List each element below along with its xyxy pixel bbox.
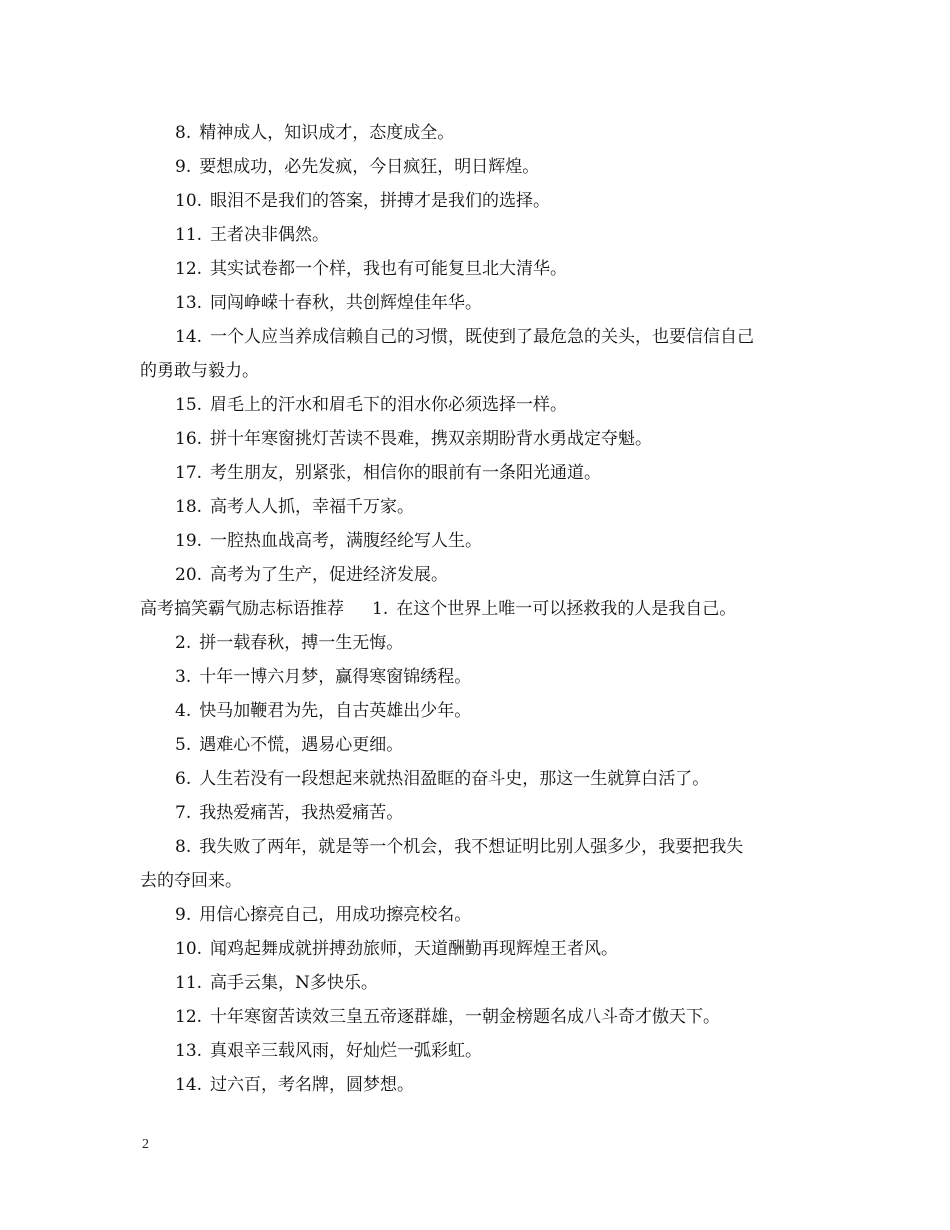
item-text: 在这个世界上唯一可以拯救我的人是我自己。 [396, 599, 737, 619]
list-item [140, 252, 830, 286]
item-number: 6. [175, 769, 192, 789]
list-item [140, 1034, 830, 1068]
item-number: 9. [175, 157, 192, 177]
list-item [140, 1000, 830, 1034]
item-text: 要想成功，必先发疯，今日疯狂，明日辉煌。 [199, 157, 540, 177]
list-item [140, 218, 830, 252]
item-number: 10. [175, 939, 203, 959]
item-number: 12. [175, 259, 203, 279]
section-heading: 高考搞笑霸气励志标语推荐 [140, 599, 344, 619]
list-item [140, 116, 830, 150]
item-text: 闻鸡起舞成就拼搏劲旅师，天道酬勤再现辉煌王者风。 [210, 939, 619, 959]
item-number: 11. [175, 973, 203, 993]
list-item [140, 898, 830, 932]
item-number: 12. [175, 1007, 203, 1027]
item-number: 8. [175, 123, 192, 143]
list-item [140, 320, 830, 354]
item-text: 真艰辛三载风雨，好灿烂一弧彩虹。 [210, 1041, 483, 1061]
list-item-continuation: 去的夺回来。 [140, 871, 242, 891]
list-item [140, 728, 830, 762]
item-text: 同闯峥嵘十春秋，共创辉煌佳年华。 [210, 293, 483, 313]
item-text: 一腔热血战高考，满腹经纶写人生。 [210, 531, 483, 551]
item-text: 快马加鞭君为先，自古英雄出少年。 [199, 701, 472, 721]
list-item [140, 626, 830, 660]
item-text: 十年一博六月梦，赢得寒窗锦绣程。 [199, 667, 472, 687]
item-number: 14. [175, 327, 203, 347]
item-text: 用信心擦亮自己，用成功擦亮校名。 [199, 905, 472, 925]
item-text: 高考为了生产，促进经济发展。 [210, 565, 449, 585]
item-number: 10. [175, 191, 203, 211]
item-number: 17. [175, 463, 203, 483]
item-text: 拼一载春秋，搏一生无悔。 [199, 633, 404, 653]
page-number: 2 [142, 1137, 149, 1152]
item-text: 眉毛上的汗水和眉毛下的泪水你必须选择一样。 [210, 395, 568, 415]
list-item [140, 456, 830, 490]
list-item [140, 1068, 830, 1102]
list-item [140, 558, 830, 592]
item-number: 7. [175, 803, 192, 823]
section-heading-line [140, 592, 830, 626]
list-item [140, 150, 830, 184]
list-item [140, 966, 830, 1000]
item-number: 13. [175, 293, 203, 313]
item-text: 其实试卷都一个样，我也有可能复旦北大清华。 [210, 259, 568, 279]
item-text: 考生朋友，别紧张，相信你的眼前有一条阳光通道。 [210, 463, 602, 483]
list-item [140, 184, 830, 218]
list-item [140, 490, 830, 524]
list-item-continuation: 的勇敢与毅力。 [140, 361, 259, 381]
item-number: 8. [175, 837, 192, 857]
item-number: 16. [175, 429, 203, 449]
item-number: 18. [175, 497, 203, 517]
item-text: 拼十年寒窗挑灯苦读不畏难，携双亲期盼背水勇战定夺魁。 [210, 429, 653, 449]
item-text: 遇难心不慌，遇易心更细。 [199, 735, 404, 755]
item-number: 13. [175, 1041, 203, 1061]
item-text: 我热爱痛苦，我热爱痛苦。 [199, 803, 404, 823]
item-text: 过六百，考名牌，圆梦想。 [210, 1075, 415, 1095]
page-content [140, 116, 830, 1102]
list-item [140, 830, 830, 864]
item-number: 20. [175, 565, 203, 585]
item-number: 5. [175, 735, 192, 755]
list-item [140, 422, 830, 456]
item-number: 11. [175, 225, 203, 245]
item-text: 我失败了两年，就是等一个机会，我不想证明比别人强多少，我要把我失 [199, 837, 744, 857]
list-item [140, 286, 830, 320]
list-item [140, 388, 830, 422]
item-text: 人生若没有一段想起来就热泪盈眶的奋斗史，那这一生就算白活了。 [199, 769, 710, 789]
list-item [140, 762, 830, 796]
item-number: 2. [175, 633, 192, 653]
item-text: 精神成人，知识成才，态度成全。 [199, 123, 455, 143]
list-item [140, 524, 830, 558]
item-text: 高考人人抓，幸福千万家。 [210, 497, 415, 517]
item-number: 3. [175, 667, 192, 687]
item-text: 王者决非偶然。 [210, 225, 330, 245]
item-text: 眼泪不是我们的答案，拼搏才是我们的选择。 [210, 191, 551, 211]
item-number: 14. [175, 1075, 203, 1095]
item-text: 高手云集，N多快乐。 [210, 973, 378, 993]
item-number: 15. [175, 395, 203, 415]
list-item [140, 796, 830, 830]
list-item [140, 694, 830, 728]
item-number: 9. [175, 905, 192, 925]
item-number: 4. [175, 701, 192, 721]
item-number: 1. [372, 599, 389, 619]
list-item [140, 660, 830, 694]
item-number: 19. [175, 531, 203, 551]
list-item [140, 932, 830, 966]
item-text: 十年寒窗苦读效三皇五帝逐群雄，一朝金榜题名成八斗奇才傲天下。 [210, 1007, 721, 1027]
item-text: 一个人应当养成信赖自己的习惯，既使到了最危急的关头，也要信信自己 [210, 327, 755, 347]
